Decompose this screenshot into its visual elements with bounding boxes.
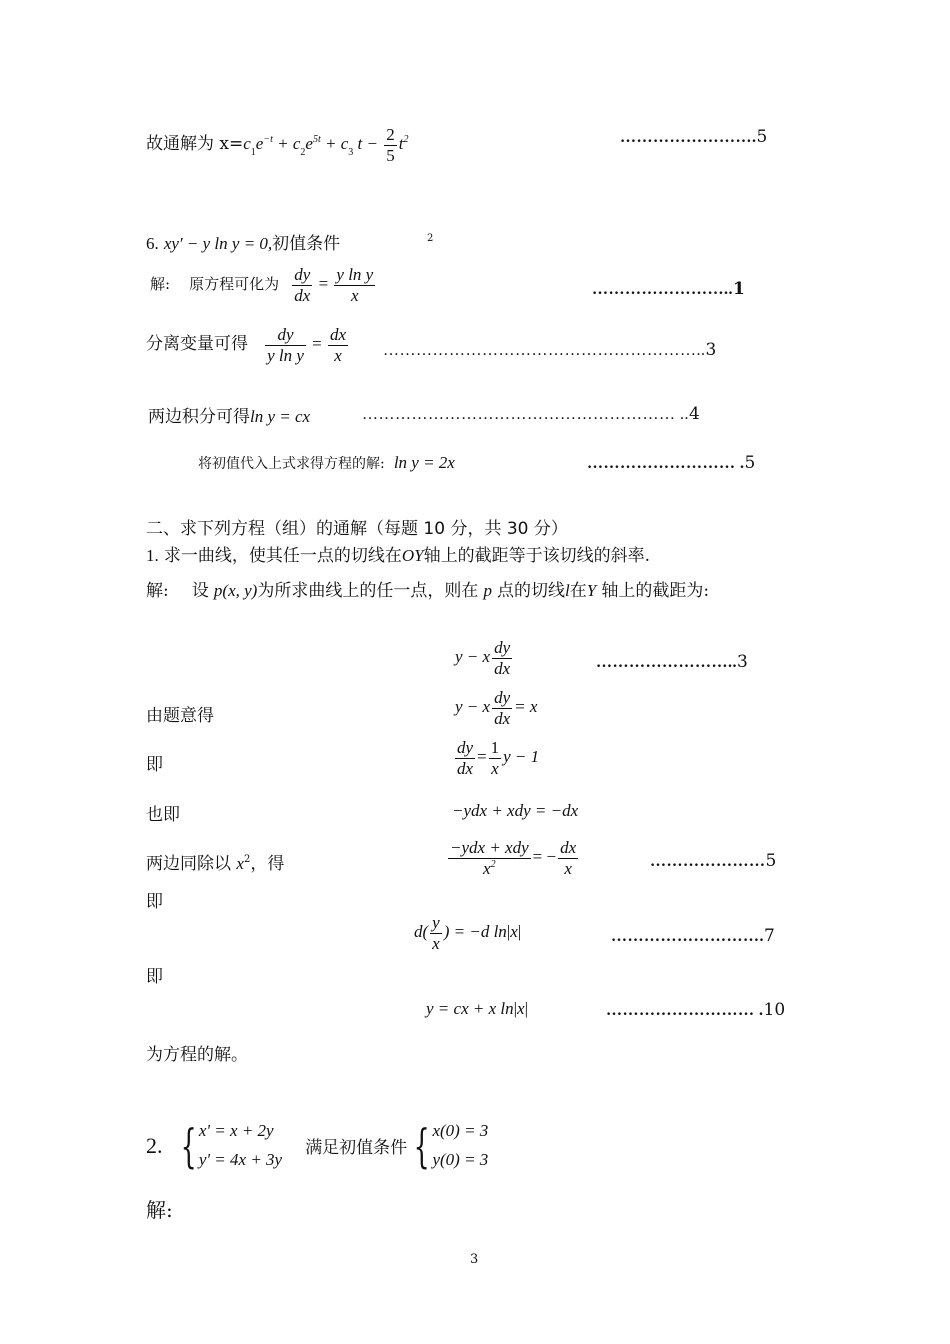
sub-3: 3: [348, 146, 354, 158]
system-equations: [199, 1117, 282, 1175]
step-3-text: 两边积分可得: [148, 407, 250, 427]
score-value: 5: [744, 453, 756, 473]
coef-c2: c: [292, 133, 301, 153]
problem-number: 2.: [146, 1132, 163, 1158]
score-dots: …………………….: [620, 129, 757, 146]
problem-2-1-statement: [146, 541, 650, 566]
step-4-score: [587, 453, 755, 473]
score-dots: …………………………………………………..: [383, 342, 706, 359]
step-2-score: [383, 340, 716, 360]
fraction-2-5: [384, 125, 397, 165]
solution-label: 解:: [150, 274, 171, 293]
score-dots: ……………………….: [611, 928, 764, 945]
equation-d-ln: d( $\frac{y}{x}$ ) = −d ln|x|: [414, 913, 522, 953]
step-4-equation: ln y = 2x: [393, 453, 455, 472]
exponent-t2: 2: [403, 133, 409, 145]
page-number: 3: [470, 1252, 479, 1267]
score-dots: …………………: [650, 853, 766, 870]
row-label-ji-3: 即: [146, 967, 163, 987]
problem-6-equation: xy′ − y ln y = 0,: [163, 234, 273, 253]
coef-c3: c: [340, 133, 349, 153]
row-label-is-solution: 为方程的解。: [146, 1045, 248, 1065]
left-brace-conditions: {: [413, 1118, 430, 1173]
problem-text-b: 轴上的截距等于该切线的斜率.: [423, 546, 650, 566]
step-1-score: [592, 279, 745, 299]
frac-den: x: [334, 345, 342, 365]
row5-exp: 2: [243, 854, 251, 865]
system-eq-1: x' = x + 2y: [198, 1121, 274, 1140]
fraction-dy-dx: [292, 265, 312, 305]
problem-number: 6.: [146, 234, 159, 253]
frac-den: x: [483, 858, 491, 878]
score-dots: ……………………..: [596, 654, 737, 671]
problem-6-condition-tail: 2: [427, 233, 434, 244]
eq-part: y − x: [455, 646, 491, 666]
score-value: 5: [765, 851, 777, 871]
score-value: 3: [705, 340, 717, 360]
general-solution-label: 故通解为 x=: [146, 133, 244, 154]
eq-sign: = −: [532, 846, 557, 866]
condition-x0: x(0) = 3: [432, 1121, 489, 1140]
general-solution-score: [620, 127, 767, 147]
row-label-ji: 即: [146, 755, 163, 775]
eq-part: d(: [414, 921, 429, 941]
fraction-y-x: [430, 913, 442, 953]
score-dots: ……………………… .: [587, 455, 745, 472]
frac-num: dx: [560, 838, 577, 857]
problem-2-1-solution-intro: [146, 576, 709, 601]
score-value: 1: [733, 279, 745, 299]
eq-part: y − x: [455, 696, 491, 716]
frac-den: y ln y: [267, 345, 304, 365]
step-4-text: 将初值代入上式求得方程的解:: [198, 456, 385, 472]
sol-text-d: 在: [569, 581, 587, 601]
fraction-1-x: [489, 738, 502, 778]
fraction-main: [448, 838, 531, 878]
sol-text-e: 轴上的截距为:: [601, 581, 710, 601]
sol-text-b: 为所求曲线上的任一点，则在: [257, 581, 479, 601]
fraction-dy-ylny: [265, 325, 306, 365]
tangent-l: l: [565, 581, 570, 600]
step-2-text: 分离变量可得: [146, 333, 248, 354]
row5-x: x: [236, 854, 244, 873]
frac-num: y ln y: [336, 265, 374, 284]
problem-6-step-1: 解: 原方程可化为 $\frac{dy}{dx}$ = $\frac{\text{y ln y}}{x}$: [150, 265, 374, 305]
system-eq-2: y' = 4x + 3y: [198, 1149, 283, 1169]
frac-den: dx: [494, 708, 511, 728]
eq6-score: [611, 926, 775, 946]
frac-num: dy: [457, 738, 474, 757]
coef-c1: c: [243, 133, 251, 153]
equation-intercept: [455, 638, 514, 678]
problem-2-2-statement: [146, 1117, 488, 1175]
sub-1: 1: [250, 146, 256, 158]
row-label-divide: [146, 849, 284, 874]
frac-den: 5: [386, 145, 395, 165]
eq7-score: [606, 1000, 785, 1020]
left-brace-system: {: [180, 1118, 197, 1173]
score-dots: ……………………..: [592, 281, 733, 298]
den-exp: 2: [490, 858, 496, 870]
score-dots: ……………………… .: [606, 1002, 764, 1019]
row-label-ji-2: 即: [146, 892, 163, 912]
oy-axis: OY: [401, 546, 424, 565]
frac-den: dx: [294, 285, 311, 305]
exp-e2: e: [305, 133, 313, 153]
sol-text-c: 点的切线: [497, 581, 566, 601]
problem-6-step-2: 分离变量可得 $\frac{dy}{\text{y ln y}}$ = $\frac{dx}{x}$: [146, 325, 347, 365]
score-value: 10: [763, 1000, 786, 1020]
exp-e1: e: [255, 133, 264, 153]
problem-6-step-4: [198, 453, 455, 473]
abs-x: x: [510, 921, 518, 941]
score-value: 4: [689, 404, 700, 424]
initial-condition-label: 满足初值条件: [305, 1138, 408, 1159]
sub-2: 2: [300, 146, 306, 158]
point-p: p(x, y): [213, 581, 258, 600]
eq-part: y − 1: [503, 746, 540, 766]
equation-dydx: [453, 738, 539, 778]
exponent-1: −t: [263, 133, 273, 145]
abs-x: x: [517, 999, 525, 1018]
row-label-by-condition: 由题意得: [146, 706, 214, 726]
eq-part: = x: [514, 696, 538, 716]
eq-sign: =: [477, 746, 487, 766]
frac-num: dy: [494, 638, 511, 657]
problem-number: 1.: [146, 546, 159, 565]
equation-final-solution: y = cx + x ln|x|: [426, 999, 528, 1018]
frac-num: 2: [386, 125, 395, 144]
fraction-dy-dx: [492, 638, 512, 678]
equation-by-condition: [455, 688, 537, 728]
score-dots: ………………………………………………… ..: [362, 406, 689, 423]
eq5-score: [650, 851, 776, 871]
frac-num: y: [432, 913, 440, 932]
frac-num: dy: [494, 688, 511, 707]
score-value: 3: [737, 652, 748, 672]
fraction-ylny-x: [334, 265, 375, 305]
sol-text-a: 设: [191, 581, 209, 601]
equation-differential: −ydx + xdy = −dx: [452, 801, 579, 820]
frac-num: dy: [265, 325, 306, 346]
fraction-dx-x: [328, 325, 348, 365]
frac-den: dx: [457, 758, 474, 778]
eq-part: y = cx + x ln: [426, 999, 514, 1018]
row5-text-a: 两边同除以: [146, 854, 231, 874]
equation-divided: [446, 838, 580, 878]
row5-text-b: ，得: [250, 854, 285, 874]
problem-6-statement: [146, 229, 340, 254]
step-3-equation: ln y = cx: [250, 407, 311, 426]
problem-2-2-solution-label: 解:: [146, 1198, 173, 1222]
eq-part: ) = −d ln: [443, 921, 507, 941]
frac-num: dx: [330, 325, 347, 344]
fraction-dy-dx: [492, 688, 512, 728]
condition-y0: y(0) = 3: [432, 1149, 489, 1169]
var-t2: t: [398, 133, 404, 153]
solution-label: 解:: [146, 581, 169, 601]
frac-den: dx: [494, 658, 511, 678]
point-p-ref: p: [483, 581, 492, 600]
frac-num: −ydx + xdy: [450, 838, 529, 857]
exponent-2: 5t: [312, 133, 321, 145]
initial-conditions: [432, 1117, 488, 1175]
row-label-yeji: 也即: [146, 805, 180, 825]
step-1-text: 原方程可化为: [189, 274, 280, 293]
eq1-score: [596, 652, 748, 672]
frac-den: x: [564, 858, 572, 878]
problem-text-a: 求一曲线，使其任一点的切线在: [163, 546, 402, 566]
score-value: 7: [764, 926, 775, 946]
frac-den: x: [432, 933, 440, 953]
frac-den: x: [351, 285, 359, 305]
problem-6-condition: 初值条件: [272, 234, 341, 254]
section-2-heading: 二、求下列方程（组）的通解（每题 10 分，共 30 分）: [146, 519, 568, 539]
general-solution-line: 故通解为 $x=c_1e^{-t} + c_2e^{5t} + c_3$ t − $\frac{2}{5}$ $t^2$: [146, 125, 409, 165]
y-axis: Y: [586, 581, 597, 600]
fraction-dy-dx: [455, 738, 475, 778]
frac-num: 1: [490, 738, 500, 757]
score-value: 5: [756, 127, 768, 147]
problem-6-step-3: [148, 402, 310, 427]
frac-num: dy: [294, 265, 311, 284]
fraction-dx-x: [558, 838, 578, 878]
frac-den: x: [491, 758, 499, 778]
step-3-score: [362, 404, 700, 424]
var-t: t: [357, 133, 363, 153]
